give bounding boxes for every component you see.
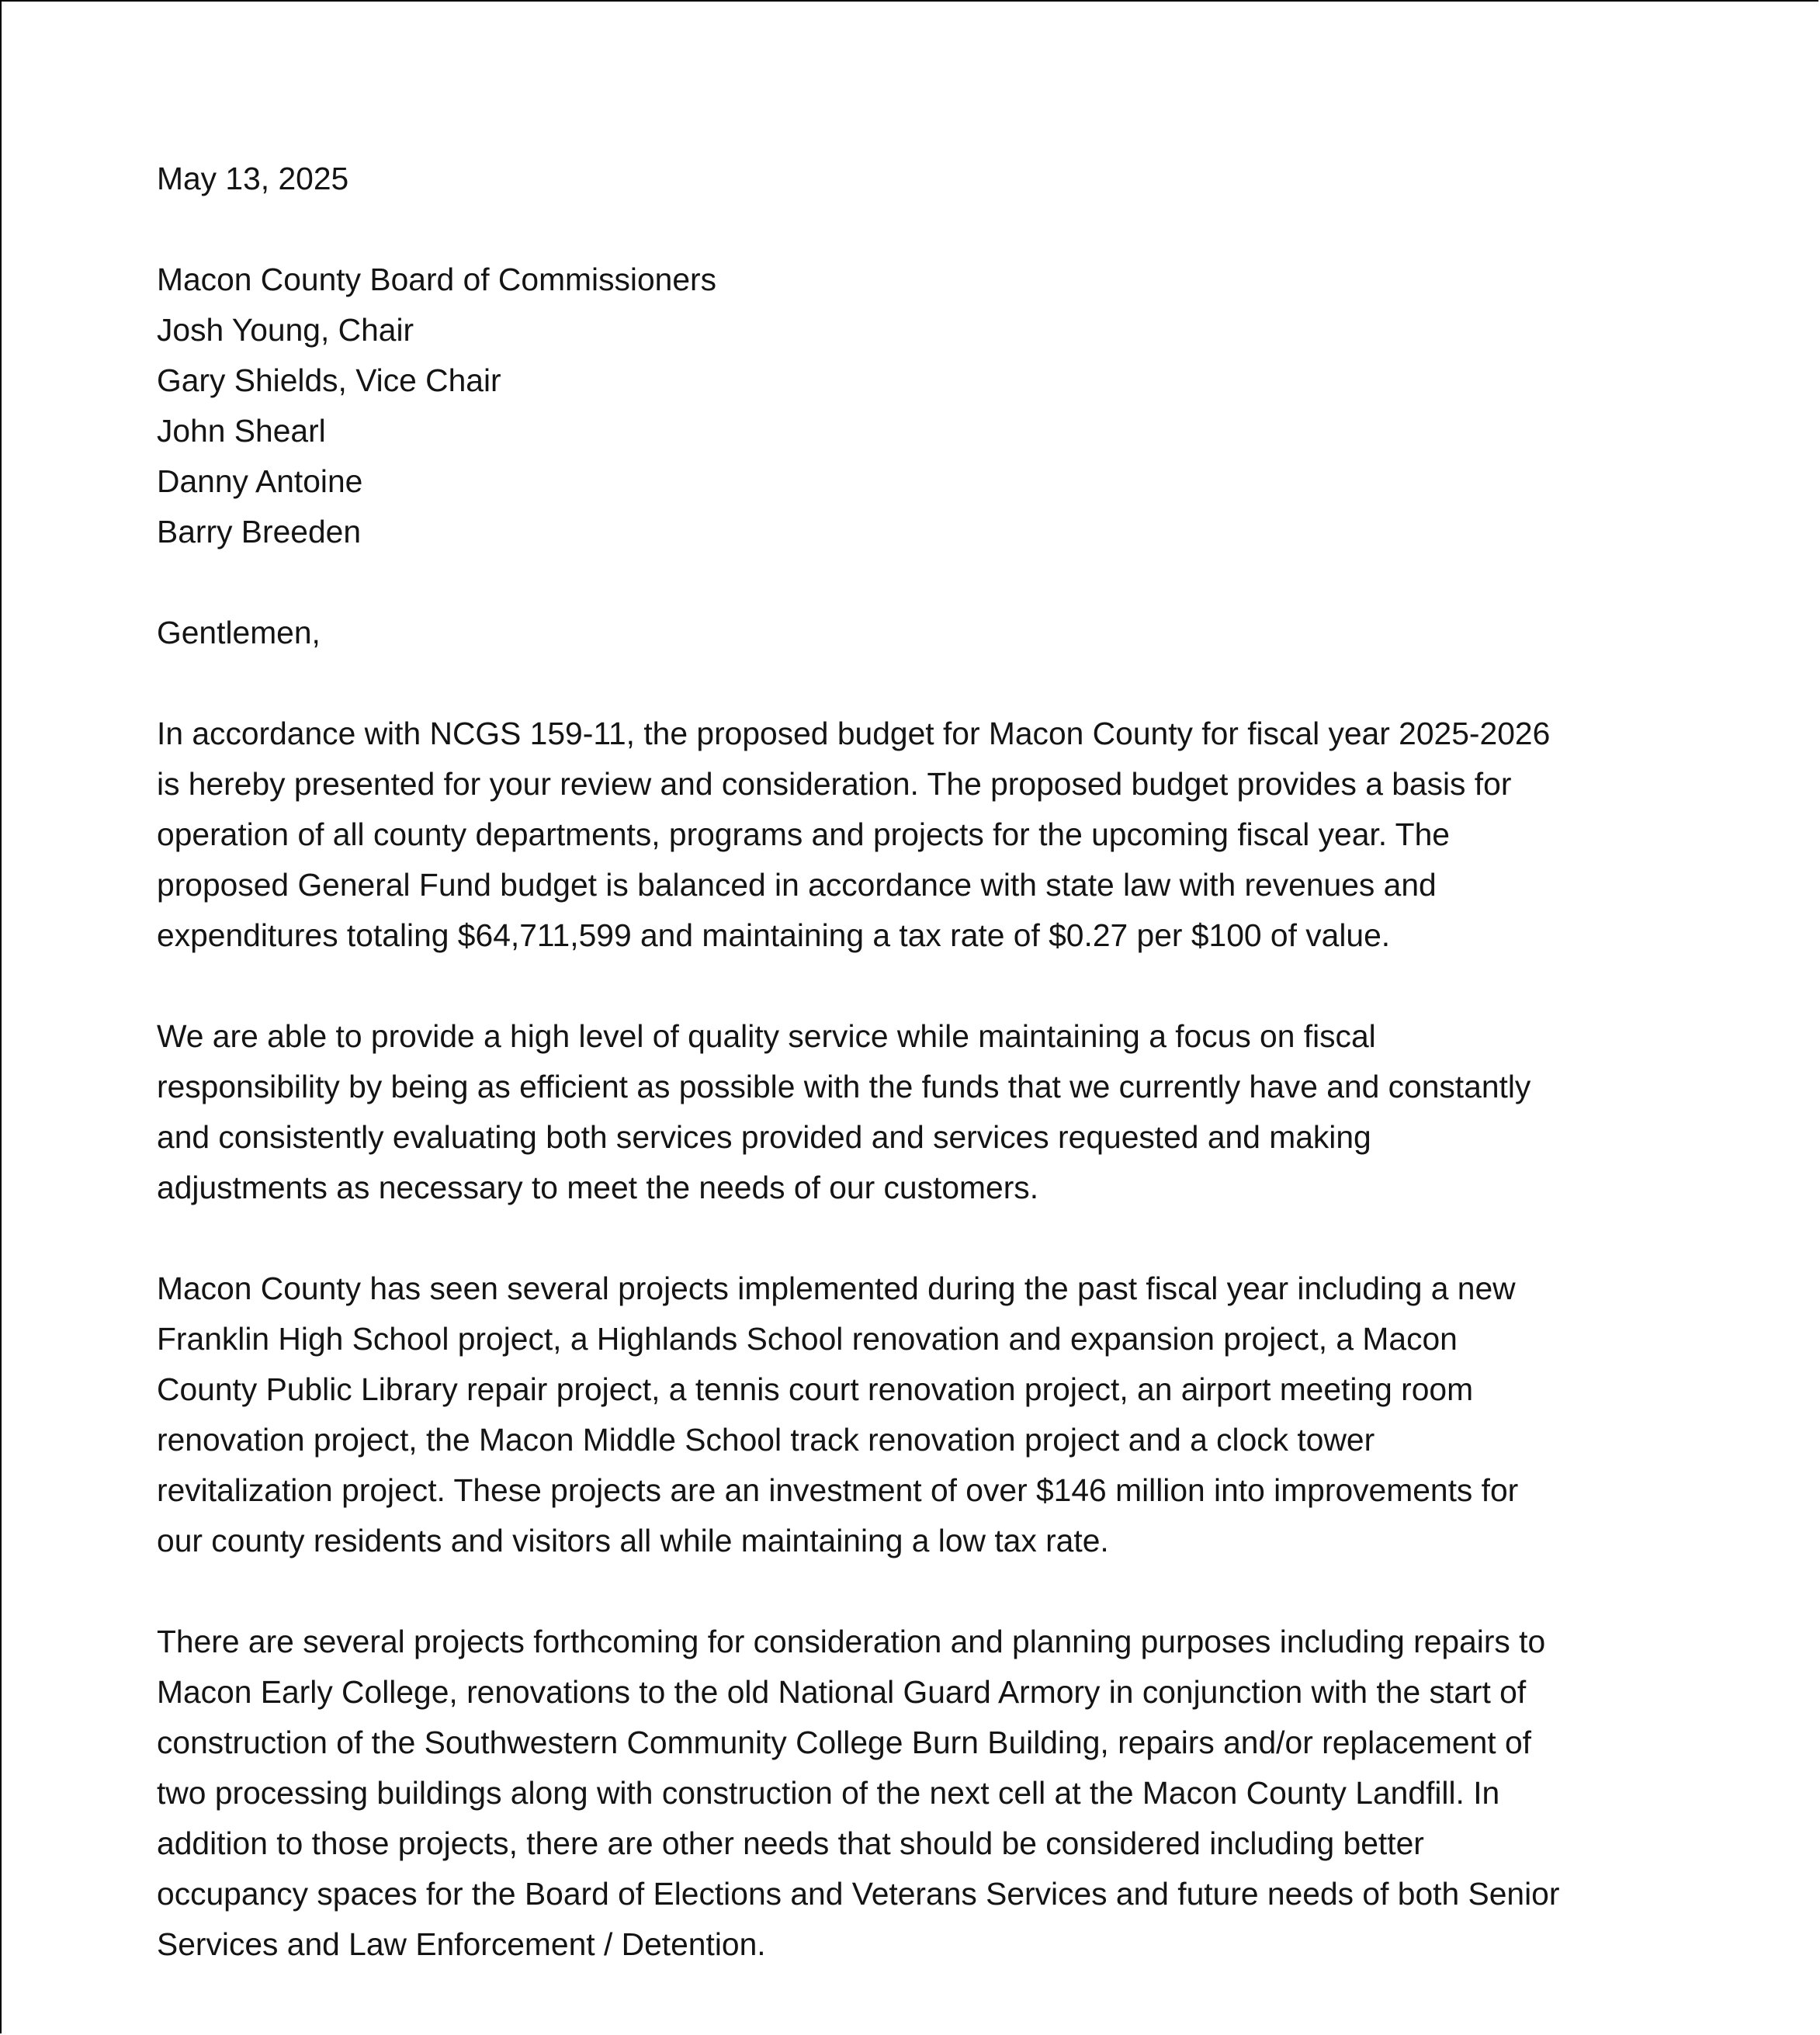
recipient-line: John Shearl — [157, 413, 326, 449]
paragraph-line: two processing buildings along with construction of the next cell at the Macon County Landfill. In — [157, 1775, 1500, 1811]
paragraph-line: operation of all county departments, programs and projects for the upcoming fiscal year. The — [157, 816, 1450, 852]
paragraph-line: proposed General Fund budget is balanced in accordance with state law with revenues and — [157, 867, 1437, 903]
paragraph-line: Franklin High School project, a Highlands School renovation and expansion project, a Macon — [157, 1321, 1458, 1357]
paragraph-line: We are able to provide a high level of quality service while maintaining a focus on fiscal — [157, 1018, 1376, 1054]
recipient-line: Macon County Board of Commissioners — [157, 262, 717, 297]
paragraph-line: There are several projects forthcoming for consideration and planning purposes including repairs to — [157, 1624, 1546, 1659]
recipient-line: Barry Breeden — [157, 514, 362, 549]
recipient-block — [157, 255, 1709, 557]
paragraph-line: expenditures totaling $64,711,599 and maintaining a tax rate of $0.27 per $100 of value. — [157, 917, 1391, 953]
paragraph-line: adjustments as necessary to meet the needs of our customers. — [157, 1170, 1039, 1205]
paragraph-line: County Public Library repair project, a tennis court renovation project, an airport meeting room — [157, 1371, 1474, 1407]
paragraph-line: responsibility by being as efficient as possible with the funds that we currently have and constantly — [157, 1069, 1531, 1104]
paragraph-line: Macon Early College, renovations to the old National Guard Armory in conjunction with the start of — [157, 1674, 1527, 1710]
letter-date: May 13, 2025 — [157, 161, 349, 196]
paragraph-line: Services and Law Enforcement / Detention. — [157, 1926, 766, 1962]
spacer — [157, 204, 1709, 255]
spacer — [157, 1213, 1709, 1264]
recipient-line: Josh Young, Chair — [157, 312, 414, 348]
paragraph-line: revitalization project. These projects are an investment of over $146 million into improvements for — [157, 1472, 1519, 1508]
paragraph-line: In accordance with NCGS 159-11, the proposed budget for Macon County for fiscal year 2025-2026 — [157, 716, 1551, 751]
paragraph-budget-proposal — [157, 709, 1709, 961]
paragraph-past-projects — [157, 1264, 1709, 1566]
paragraph-line: renovation project, the Macon Middle School track renovation project and a clock tower — [157, 1422, 1375, 1458]
paragraph-line: construction of the Southwestern Community College Burn Building, repairs and/or replacement of — [157, 1725, 1531, 1760]
recipient-line: Gary Shields, Vice Chair — [157, 362, 501, 398]
paragraph-quality-service — [157, 1011, 1709, 1213]
paragraph-line: and consistently evaluating both services provided and services requested and making — [157, 1119, 1371, 1155]
spacer — [157, 961, 1709, 1011]
spacer — [157, 1566, 1709, 1617]
paragraph-line: is hereby presented for your review and consideration. The proposed budget provides a basis for — [157, 766, 1512, 802]
spacer — [157, 658, 1709, 709]
paragraph-line: occupancy spaces for the Board of Elections and Veterans Services and future needs of both Senior — [157, 1876, 1560, 1912]
paragraph-line: our county residents and visitors all while maintaining a low tax rate. — [157, 1523, 1109, 1558]
salutation: Gentlemen, — [157, 615, 321, 650]
spacer — [157, 557, 1709, 608]
letter-body — [157, 154, 1709, 1970]
paragraph-future-projects — [157, 1617, 1709, 1970]
paragraph-line: addition to those projects, there are other needs that should be considered including better — [157, 1825, 1424, 1861]
paragraph-line: Macon County has seen several projects implemented during the past fiscal year including a new — [157, 1271, 1516, 1306]
recipient-line: Danny Antoine — [157, 463, 363, 499]
